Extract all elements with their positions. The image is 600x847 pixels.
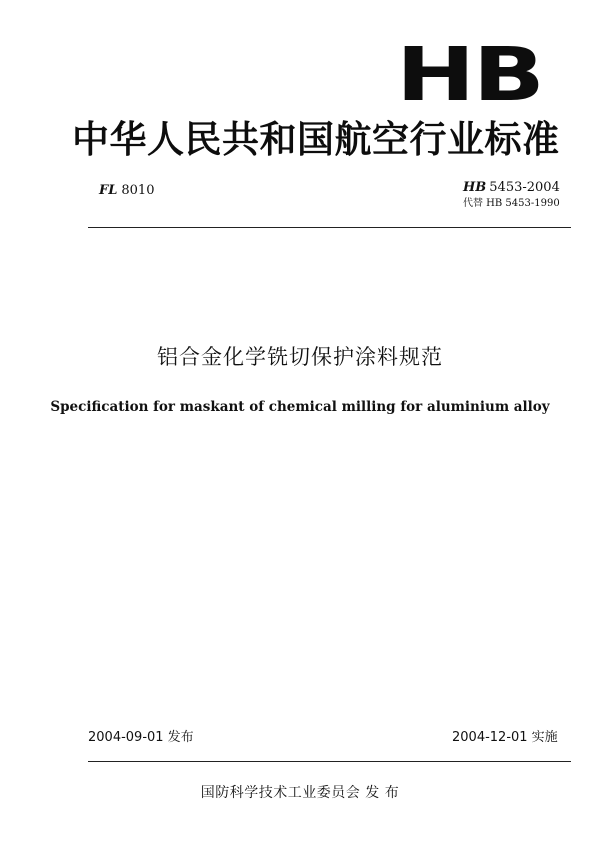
replaces-note: 代替 HB 5453-1990 xyxy=(463,198,560,209)
standard-number-value: 5453-2004 xyxy=(489,180,560,195)
standard-title: 中华人民共和国航空行业标准 xyxy=(72,118,560,161)
issue-date: 2004-09-01 发布 xyxy=(88,730,194,745)
classification-prefix: FL xyxy=(99,183,118,198)
hb-logo: HB xyxy=(395,32,542,118)
classification-number: 8010 xyxy=(121,183,155,198)
top-divider xyxy=(88,227,571,228)
standard-prefix: HB xyxy=(463,180,487,195)
bottom-divider xyxy=(88,761,571,762)
publisher: 国防科学技术工业委员会 发 布 xyxy=(200,785,400,801)
effective-date: 2004-12-01 实施 xyxy=(452,730,558,745)
standard-number xyxy=(463,180,560,196)
classification-code xyxy=(99,183,154,199)
document-title-chinese: 铝合金化学铣切保护涂料规范 xyxy=(157,345,443,369)
document-title-english: Specification for maskant of chemical milling for aluminium alloy xyxy=(50,399,550,415)
